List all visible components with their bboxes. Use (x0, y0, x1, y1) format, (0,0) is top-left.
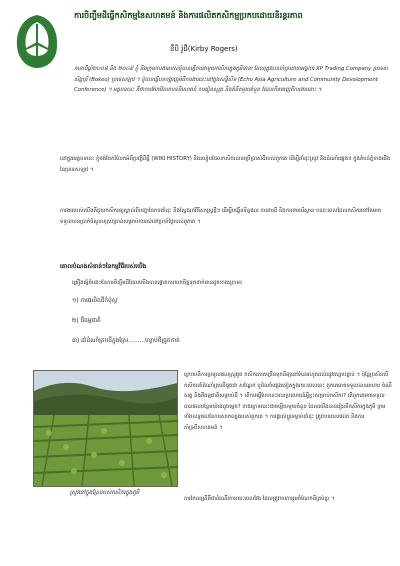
photo-caption: ស្រូវនៅក្នុងស្រែរបស់កសិករក្នុងភូមិ (69, 490, 140, 496)
section-heading: គោលបំណងសំខាន់ៗនៃកម្មវិធីរបស់យើង (60, 264, 147, 270)
rice-field-photo (33, 370, 178, 487)
list-item: ២) ជីធម្មជាតិ (72, 318, 101, 324)
author-byline: ខឹបិ រ៉ូជឺ(Kirby Rogers) (170, 45, 238, 53)
article-title: ការចិញ្ចឹមដីធ្វើកសិកម្មនៃសហគមន៍ និងការផលិតកសិកម្មប្រកបដោយនិរន្តរភាព (74, 11, 303, 20)
organization-logo (14, 12, 60, 70)
rice-field-illustration (34, 371, 177, 486)
list-item: ១) ការផលិតជីកំប៉ុស្ត (72, 298, 118, 304)
body-paragraph-3: គ្រឿងផ្សំចំបងៗនៃការចិញ្ចឹមដីដែលយើងបានផ្តោតការយកចិត្តទុកដាក់មានដូចខាងក្រោម៖ (72, 280, 243, 286)
body-paragraph-5: ការកែលម្អដីគឺជាដំណើរការរយៈពេលវែង ដែលត្រូវការការរួមចំណែកពីគ្រប់គ្នា ។ (184, 496, 335, 502)
body-paragraph-1: នៅក្នុងអត្ថបទនេះ ខ្ញុំចង់ចែករំលែកអំពីប្រវត្តិដីធ្លី (WIKI HISTORY) និងរបៀបដែលកសិករបានប្រើប្រាស់ដីរបស់ពួកគេ ដើម្បីដាំដុះស្រូវ និងដំណាំផ្សេងៗ ក្នុងតំបន់ភ្នំខាងជើងនៃប្រទេសឡាវ ។ (60, 156, 391, 173)
body-paragraph-2: ការងាររបស់យើងគឺជួយកសិករឲ្យស្គាល់ពីបញ្ហានៃការដាំដុះ និងស្វែងរកវិធីសាស្រ្តថ្មីៗ ដើម្បីបង្កើនទិន្នផល ការពារដី និងការពារបរិស្ថាន ខណៈពេលដែលកសិករនៅតែអាចទទួលបានប្រាក់ចំណូលគ្រប់គ្រាន់សម្រាប់ការរស់នៅប្រចាំថ្ងៃរបស់ពួកគេ ។ (60, 208, 382, 225)
intro-paragraph: កាលពីឆ្នាំ២០០៨ និង ២០០៩ ខ្ញុំ និងក្រុមការងាររបស់ខ្ញុំបានធ្វើការជាមួយកសិករក្នុងភូមិនានា ដែលត្រូវបានគាំទ្រដោយអង្គការ XP Trading Company ប្រទេសសិង្ហបុរី (Bokeo) ប្រទេសឡាវ ។ ខ្ញុំបានធ្វើបទបង្ហាញអំពីការងារនេះនៅក្នុងសន្និសីទ (Echo Asia Agriculture and Community Development Conference) ។ អត្ថបទនេះ គឺជាការចែករំលែកបទពិសោធន៍ ការរៀនសូត្រ និងគំនិតមួយចំនួន ដែលកើតចេញពីការងារនោះ ។ (74, 66, 388, 94)
body-paragraph-4: ក្រោយពីការប្រមូលផលស្រូវរួច កសិករភាគច្រើនទុកដីឲ្យនៅទំនេររហូតដល់រដូវវស្សាបន្ទាប់ ។ ប៉ុន្តែប្រសិនបើកសិករដាំដំណាំគ្របដីដូចជា សណ្តែក ឬដំណាំផ្សេងទៀតក្នុងរយៈពេលនេះ ពួកគេអាចទទួលបានអាហារ ចំណីសត្វ និងជីធម្មជាតិសម្រាប់ដី ។ តើការធ្វើបែបនេះមានប្រយោជន៍អ្វីខ្លះសម្រាប់កសិករ? តើពួកគេអាចទទួលបានផលបន្ថែមយ៉ាងដូចម្តេច? ខាងក្រោមនេះជាចម្លើយមួយចំនួន ដែលយើងបានរៀនពីកសិករក្នុងភូមិ ព្រមទាំងលទ្ធផលនៃការសាកល្បងរបស់ពួកគេ ។ ការផ្លាស់ប្តូរទម្លាប់ដាំដុះ ត្រូវការពេលវេលា និងការគាំទ្រពីសហគមន៍ ។ (184, 372, 392, 431)
list-item: ៣) ដាំដំណាំគ្របដីក្នុងស្រែ.........បន្ទាប់ពីច្រូតកាត់ (72, 338, 180, 344)
ingredients-list (72, 296, 372, 356)
